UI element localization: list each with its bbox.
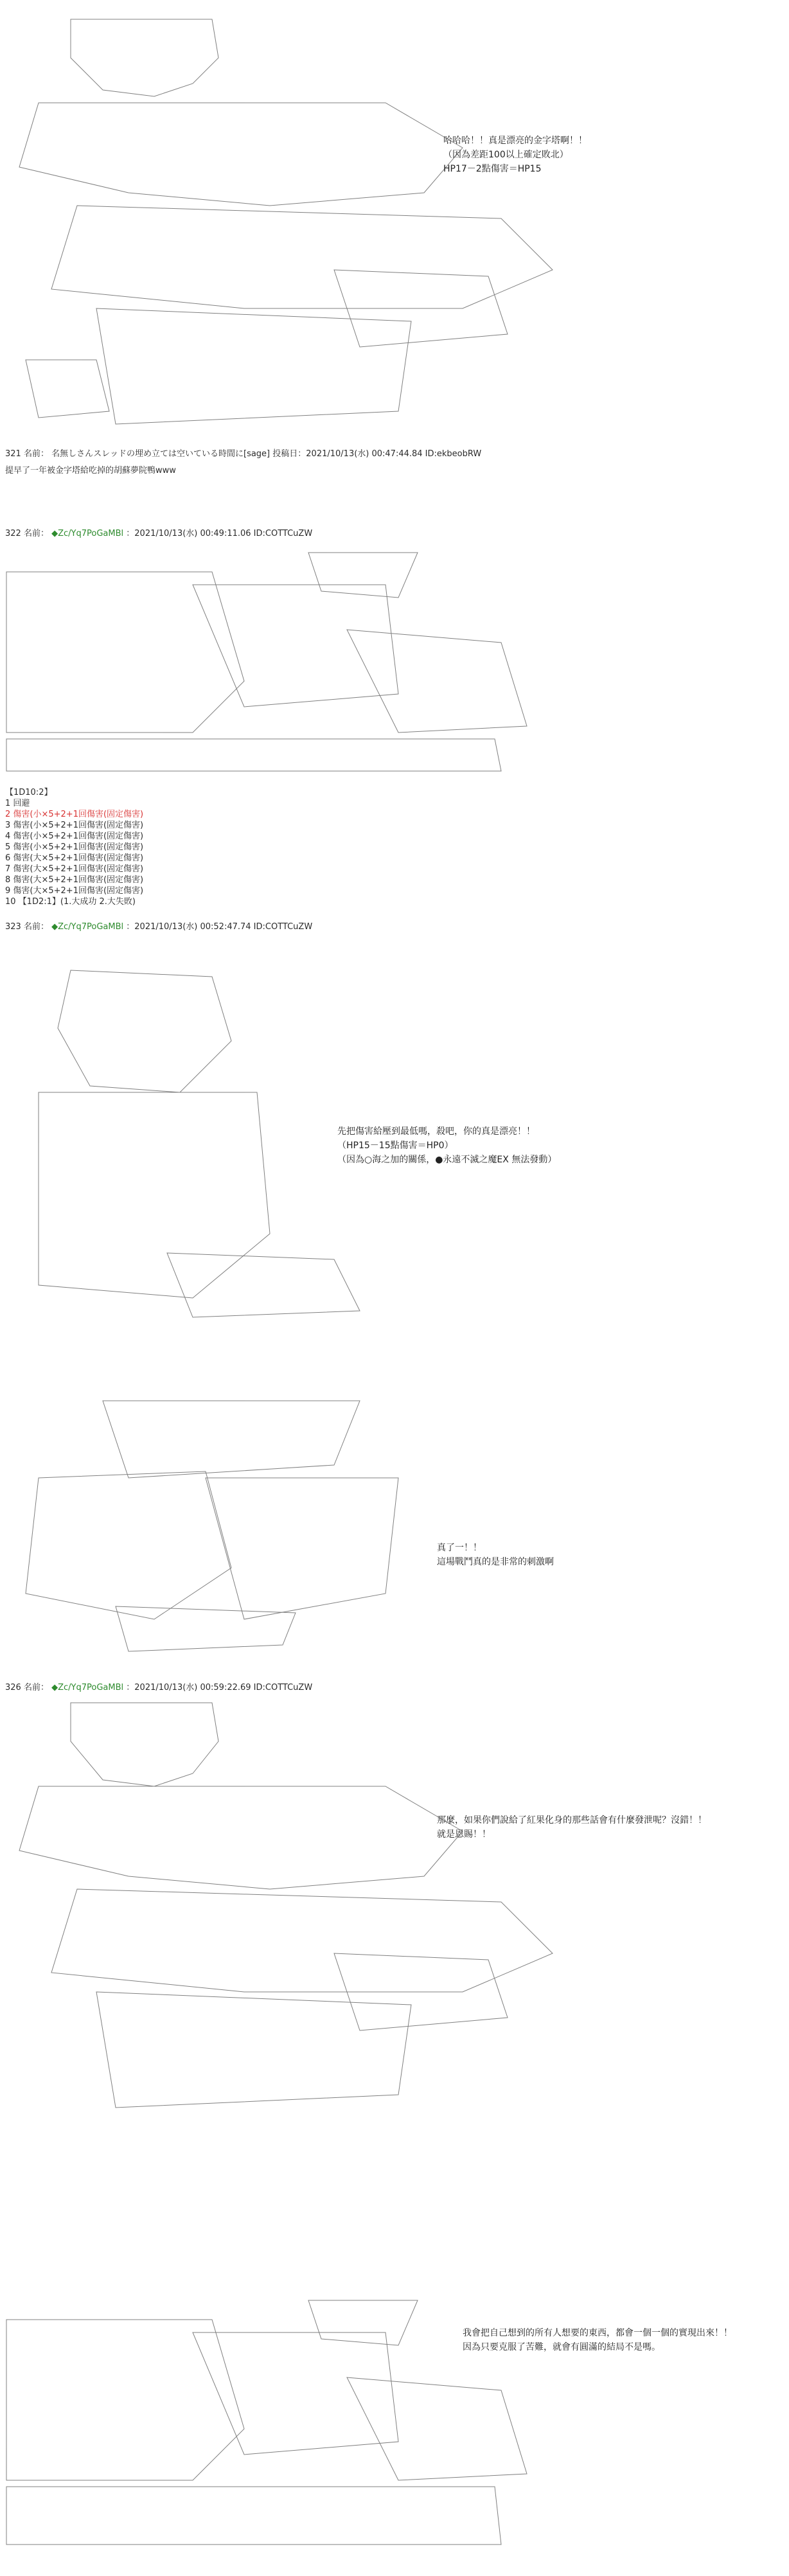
post-meta: ：2021/10/13(水) 00:49:11.06 ID:COTTCuZW: [126, 529, 313, 538]
post-321-body: 提早了一年被金字塔給吃掉的胡蘇夢院鴨www: [5, 466, 176, 475]
poster-trip[interactable]: ◆Zc/Yq7PoGaMBl: [51, 922, 124, 932]
dice-line: 10 【1D2:1】(1.大成功 2.大失敗): [5, 897, 136, 907]
dialogue-line: 因為只要克服了苦難，就會有圓滿的結局不是嗎。: [463, 2342, 660, 2352]
name-label: 名前：: [23, 1683, 49, 1692]
aa-panel-3: [39, 970, 360, 1317]
post-number: 323: [5, 922, 21, 932]
post-meta: ：2021/10/13(水) 00:52:47.74 ID:COTTCuZW: [126, 922, 313, 932]
post-323-dialogue-2: [437, 1541, 554, 1569]
dialogue-line: （HP15－15點傷害＝HP0）: [337, 1141, 454, 1151]
post-326-header: [5, 1682, 312, 1694]
dialogue-line: 先把傷害給壓到最低嗎，殺吧，你的真是漂亮！！: [337, 1126, 535, 1137]
post-322-header: [5, 528, 312, 540]
name-label: 名前：: [23, 922, 49, 932]
post-number: 326: [5, 1683, 21, 1692]
dice-line: 5 傷害(小×5+2+1回傷害(固定傷害): [5, 842, 144, 852]
aa-panel-4: [26, 1401, 398, 1651]
poster-name[interactable]: 名無しさんスレッドの埋め立ては空いている時間に[sage]: [51, 449, 270, 459]
dialogue-line: 哈哈哈！！真是漂亮的金字塔啊！！: [443, 136, 587, 146]
aa-panel-1: [19, 19, 553, 424]
dialogue-line: 我會把自己想到的所有人想要的東西，都會一個一個的實現出來！！: [463, 2328, 732, 2338]
poster-trip[interactable]: ◆Zc/Yq7PoGaMBl: [51, 529, 124, 538]
dialogue-line: （因為差距100以上確定敗北）: [443, 150, 569, 160]
post-number: 322: [5, 529, 21, 538]
post-326-dialogue-2: [463, 2326, 732, 2354]
dice-line: 1 回避: [5, 799, 30, 808]
dice-line: 7 傷害(大×5+2+1回傷害(固定傷害): [5, 864, 144, 874]
dice-line: 6 傷害(大×5+2+1回傷害(固定傷害): [5, 853, 144, 863]
dialogue-line: HP17－2點傷害＝HP15: [443, 164, 542, 174]
dice-line: 9 傷害(大×5+2+1回傷害(固定傷害): [5, 886, 144, 896]
dice-line: 【1D10:2】: [5, 788, 53, 797]
aa-panel-5: [19, 1703, 553, 2108]
name-label: 名前：: [23, 529, 49, 538]
poster-trip[interactable]: ◆Zc/Yq7PoGaMBl: [51, 1683, 124, 1692]
post-meta: 投稿日：2021/10/13(水) 00:47:44.84 ID:ekbeobRW: [272, 449, 482, 459]
post-326-dialogue: [437, 1813, 707, 1842]
dice-line: 8 傷害(大×5+2+1回傷害(固定傷害): [5, 875, 144, 885]
aa-panel-2: [6, 553, 527, 771]
post-323-dialogue: [337, 1124, 556, 1167]
dialogue-line: 真了一！！: [437, 1543, 482, 1553]
dice-line-selected: 2 傷害(小×5+2+1回傷害(固定傷害): [5, 810, 144, 819]
aa-panel-6: [6, 2300, 527, 2545]
name-label: 名前：: [23, 449, 49, 459]
dialogue-line: （因為○海之加的關係，●永遠不滅之魔EX 無法發動）: [337, 1155, 557, 1165]
dice-line: 3 傷害(小×5+2+1回傷害(固定傷害): [5, 821, 144, 830]
dialogue-line: 這場戰鬥真的是非常的刺激啊: [437, 1557, 554, 1567]
dice-roll-list: [5, 787, 143, 907]
post-number: 321: [5, 449, 21, 459]
post-1-dialogue: [443, 134, 587, 176]
dialogue-line: 那麼，如果你們說給了紅果化身的那些話會有什麼發泄呢？沒錯！！: [437, 1815, 707, 1825]
dice-line: 4 傷害(小×5+2+1回傷害(固定傷害): [5, 831, 144, 841]
post-323-header: [5, 921, 312, 933]
dialogue-line: 就是恩賜！！: [437, 1829, 491, 1840]
post-321-header: [5, 449, 481, 460]
post-meta: ：2021/10/13(水) 00:59:22.69 ID:COTTCuZW: [126, 1683, 313, 1692]
